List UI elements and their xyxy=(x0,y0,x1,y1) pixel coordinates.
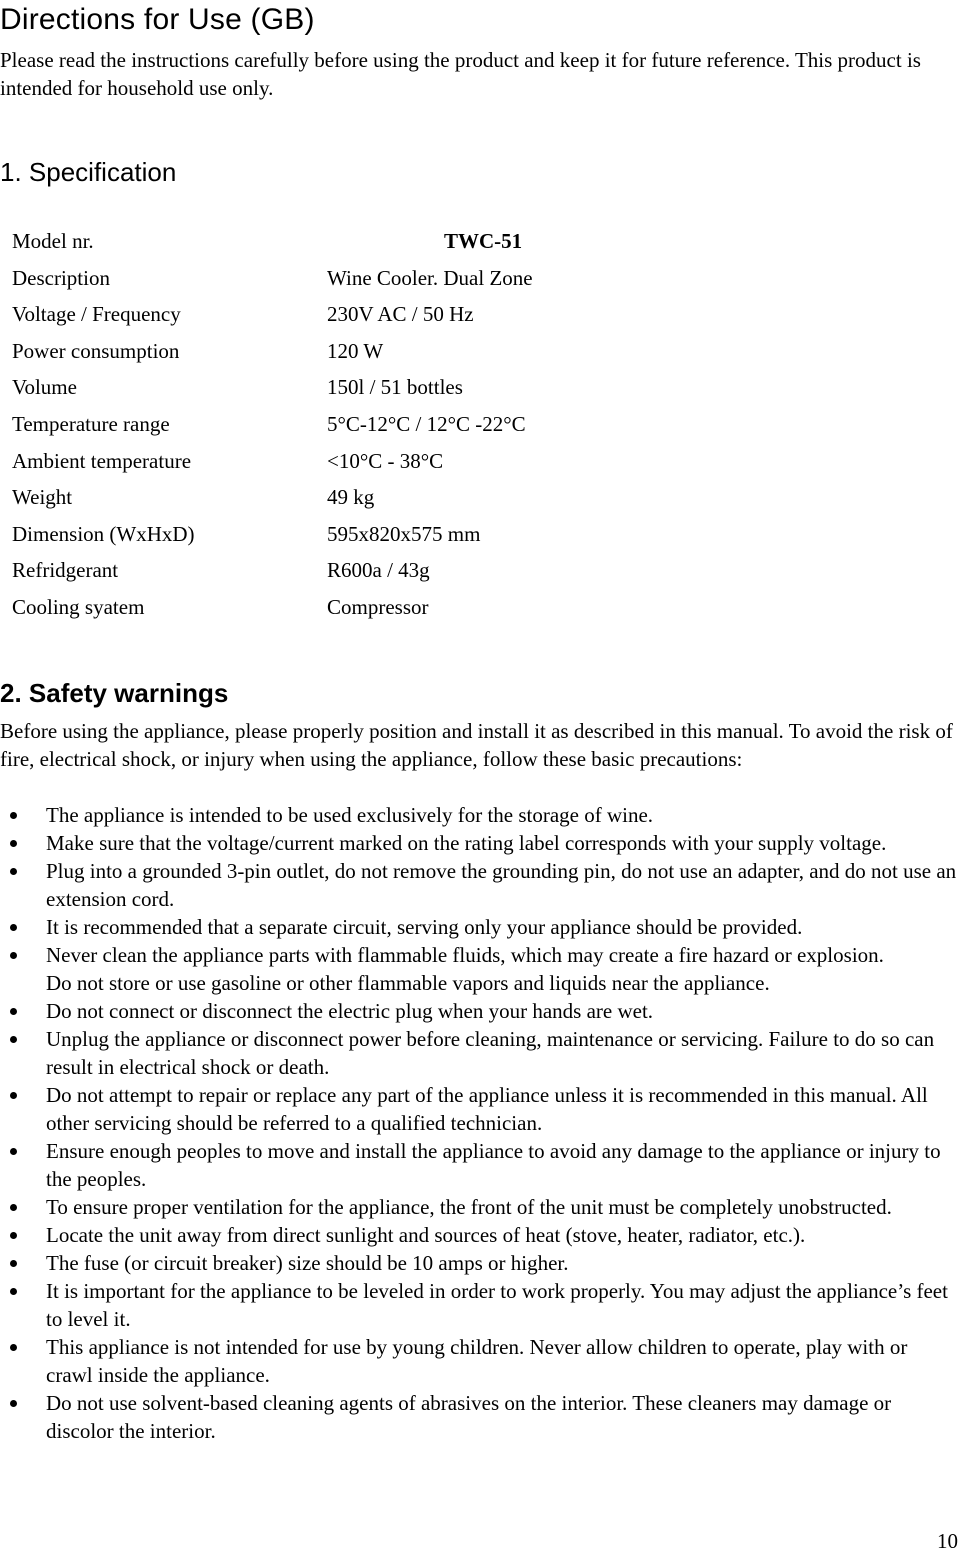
safety-heading: 2. Safety warnings xyxy=(0,678,229,708)
spec-label: Power consumption xyxy=(12,338,180,363)
list-item xyxy=(0,1221,958,1249)
bullet-icon xyxy=(10,952,17,959)
spec-value: <10°C - 38°C xyxy=(327,448,444,473)
bullet-text: It is important for the appliance to be leveled in order to work properly. You may adjust the appliance’s feet to level it. xyxy=(46,1279,948,1331)
bullet-icon xyxy=(10,1092,17,1099)
list-item xyxy=(0,997,958,1025)
spec-row-refrigerant xyxy=(12,552,712,589)
bullet-icon xyxy=(10,1344,17,1351)
bullet-text: The appliance is intended to be used exclusively for the storage of wine. xyxy=(46,803,654,827)
spec-value: 120 W xyxy=(327,338,384,363)
spec-row-model xyxy=(12,223,712,260)
list-item xyxy=(0,1137,958,1193)
bullet-text: Unplug the appliance or disconnect power before cleaning, maintenance or servicing. Failure to do so can result in electrical shock or death. xyxy=(46,1027,935,1079)
spec-row-temperature-range xyxy=(12,406,712,443)
intro-paragraph: Please read the instructions carefully before using the product and keep it for future reference. This product is intended for household use only. xyxy=(0,48,921,100)
list-item xyxy=(0,1389,958,1445)
spec-value: 230V AC / 50 Hz xyxy=(327,302,474,327)
bullet-text: Do not connect or disconnect the electric plug when your hands are wet. xyxy=(46,999,654,1023)
page-number: 10 xyxy=(937,1529,958,1553)
spec-value: 5°C-12°C / 12°C -22°C xyxy=(327,411,526,436)
bullet-icon xyxy=(10,1232,17,1239)
list-item xyxy=(0,857,958,913)
spec-label: Refridgerant xyxy=(12,558,119,583)
list-item xyxy=(0,1081,958,1137)
bullet-text: To ensure proper ventilation for the appliance, the front of the unit must be completely unobstructed. xyxy=(46,1195,892,1219)
specification-table xyxy=(12,223,712,626)
safety-intro-paragraph: Before using the appliance, please properly position and install it as described in this manual. To avoid the risk of fire, electrical shock, or injury when using the appliance, follow these basic precautions: xyxy=(0,719,953,771)
bullet-icon xyxy=(10,868,17,875)
list-item xyxy=(0,1193,958,1221)
spec-row-ambient xyxy=(12,443,712,480)
list-item xyxy=(0,913,958,941)
bullet-icon xyxy=(10,812,17,819)
spec-row-power xyxy=(12,333,712,370)
bullet-text: Locate the unit away from direct sunlight and sources of heat (stove, heater, radiator, etc.). xyxy=(46,1223,806,1247)
bullet-text: Plug into a grounded 3-pin outlet, do not remove the grounding pin, do not use an adapter, and do not use an extension cord. xyxy=(46,859,957,911)
list-item xyxy=(0,1277,958,1333)
list-item xyxy=(0,1333,958,1389)
page-title: Directions for Use (GB) xyxy=(0,3,315,36)
spec-row-cooling-system xyxy=(12,589,712,626)
bullet-icon xyxy=(10,1400,17,1407)
spec-row-voltage xyxy=(12,296,712,333)
list-item xyxy=(0,1025,958,1081)
bullet-icon xyxy=(10,1288,17,1295)
list-item xyxy=(0,829,958,857)
bullet-extra-text: Do not store or use gasoline or other flammable vapors and liquids near the appliance. xyxy=(46,971,770,995)
bullet-text: Ensure enough peoples to move and install the appliance to avoid any damage to the appliance or injury to the peoples. xyxy=(46,1139,941,1191)
bullet-text: It is recommended that a separate circuit, serving only your appliance should be provided. xyxy=(46,915,803,939)
spec-value: Compressor xyxy=(327,594,429,619)
spec-value: 49 kg xyxy=(327,485,375,510)
bullet-text: Do not attempt to repair or replace any part of the appliance unless it is recommended in this manual. All other servicing should be referred to a qualified technician. xyxy=(46,1083,928,1135)
spec-row-dimension xyxy=(12,516,712,553)
spec-label: Dimension (WxHxD) xyxy=(12,521,195,546)
spec-row-weight xyxy=(12,479,712,516)
spec-value: Wine Cooler. Dual Zone xyxy=(327,265,533,290)
bullet-icon xyxy=(10,1036,17,1043)
list-item xyxy=(0,801,958,829)
bullet-text: The fuse (or circuit breaker) size should be 10 amps or higher. xyxy=(46,1251,569,1275)
spec-row-description xyxy=(12,260,712,297)
bullet-text: Never clean the appliance parts with flammable fluids, which may create a fire hazard or explosion. xyxy=(46,943,884,967)
spec-label: Model nr. xyxy=(12,229,94,253)
list-item xyxy=(0,941,958,997)
specification-heading: 1. Specification xyxy=(0,157,177,187)
bullet-text: Do not use solvent-based cleaning agents of abrasives on the interior. These cleaners may damage or discolor the interior. xyxy=(46,1391,892,1443)
spec-value-model: TWC-51 xyxy=(444,229,523,253)
bullet-icon xyxy=(10,840,17,847)
bullet-icon xyxy=(10,1148,17,1155)
spec-value: R600a / 43g xyxy=(327,558,430,583)
spec-value: 595x820x575 mm xyxy=(327,521,481,546)
safety-bullet-list xyxy=(0,801,958,1445)
spec-label: Volume xyxy=(12,375,77,400)
spec-label: Temperature range xyxy=(12,411,170,436)
spec-label: Description xyxy=(12,265,110,290)
spec-row-volume xyxy=(12,369,712,406)
spec-label: Ambient temperature xyxy=(12,448,192,473)
bullet-text: This appliance is not intended for use by young children. Never allow children to operate, play with or crawl inside the appliance. xyxy=(46,1335,908,1387)
spec-label: Voltage / Frequency xyxy=(12,302,181,327)
bullet-icon xyxy=(10,924,17,931)
list-item xyxy=(0,1249,958,1277)
bullet-icon xyxy=(10,1008,17,1015)
spec-label: Cooling syatem xyxy=(12,594,145,619)
bullet-text: Make sure that the voltage/current marked on the rating label corresponds with your supply voltage. xyxy=(46,831,887,855)
spec-value: 150l / 51 bottles xyxy=(327,375,463,400)
spec-label: Weight xyxy=(12,485,73,510)
bullet-icon xyxy=(10,1260,17,1267)
bullet-icon xyxy=(10,1204,17,1211)
